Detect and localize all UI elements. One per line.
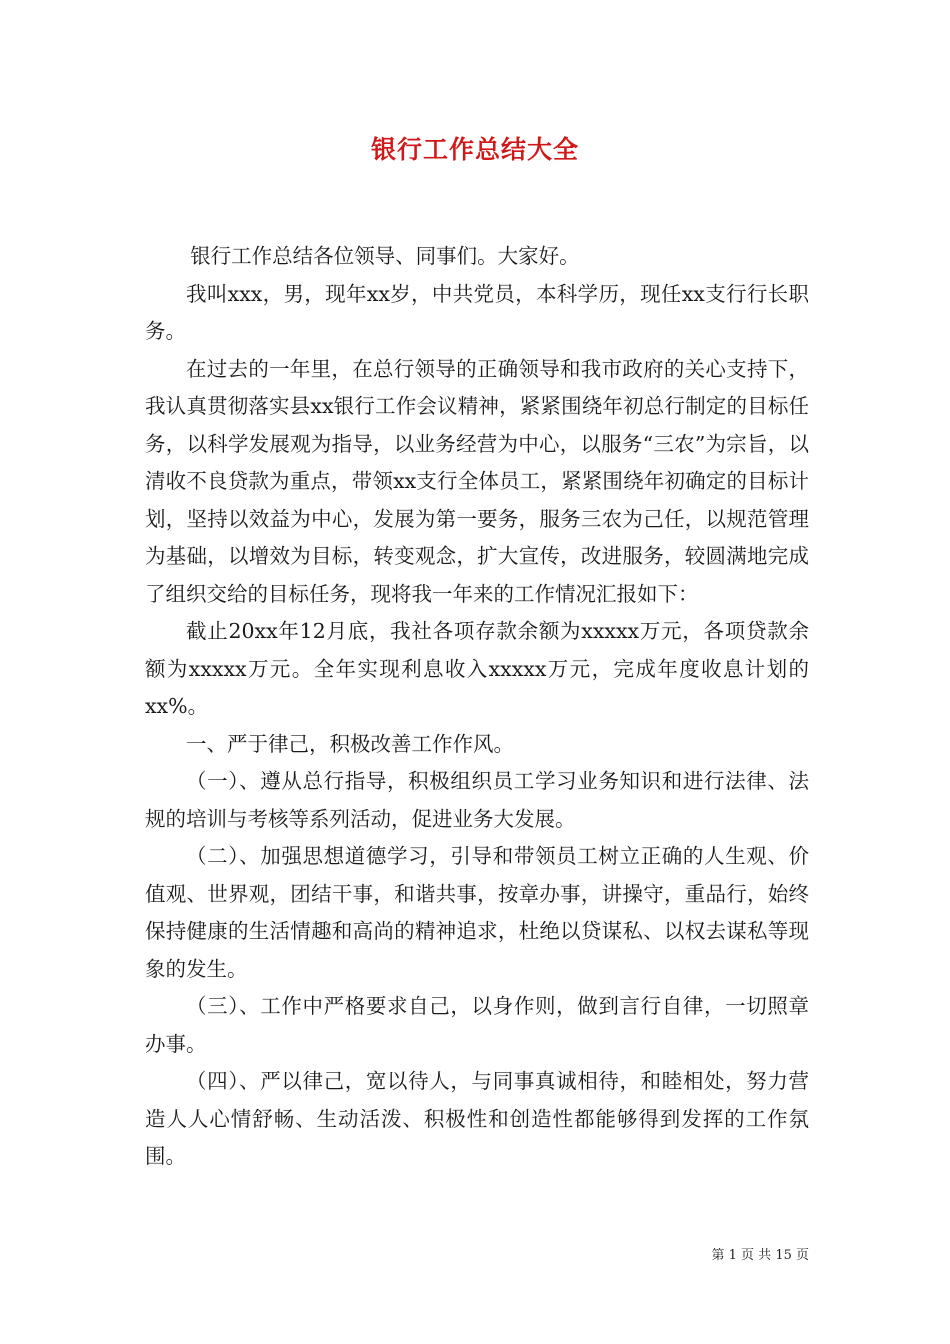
document-body [145, 238, 809, 1176]
page-number-footer: 第 1 页 共 15 页 [711, 1248, 809, 1263]
section-heading-1: 一、严于律己，积极改善工作作风。 [186, 731, 514, 756]
paragraph-greeting: 银行工作总结各位领导、同事们。大家好。 [190, 244, 580, 268]
paragraph-item-2: （二）、加强思想道德学习，引导和带领员工树立正确的人生观、价值观、世界观，团结干事，和谐共事，按章办事，讲操守，重品行，始终保持健康的生活情趣和高尚的精神追求，杜绝以贷谋私、以权去谋私等现象的发生。 [145, 844, 809, 981]
document-title: 银行工作总结大全 [370, 135, 579, 164]
paragraph-figures: 截止20xx年12月底，我社各项存款余额为xxxxx万元，各项贷款余额为xxxxx万元。全年实现利息收入xxxxx万元，完成年度收息计划的xx%。 [145, 619, 809, 718]
paragraph-item-1: （一）、遵从总行指导，积极组织员工学习业务知识和进行法律、法规的培训与考核等系列活动，促进业务大发展。 [145, 769, 809, 831]
paragraph-overview: 在过去的一年里，在总行领导的正确领导和我市政府的关心支持下，我认真贯彻落实县xx银行工作会议精神，紧紧围绕年初总行制定的目标任务，以科学发展观为指导，以业务经营为中心，以服务“三农”为宗旨，以清收不良贷款为重点，带领xx支行全体员工，紧紧围绕年初确定的目标计划，坚持以效益为中心，发展为第一要务，服务三农为己任，以规范管理为基础，以增效为目标，转变观念，扩大宣传，改进服务，较圆满地完成了组织交给的目标任务，现将我一年来的工作情况汇报如下： [145, 356, 809, 606]
paragraph-item-3: （三）、工作中严格要求自己，以身作则，做到言行自律，一切照章办事。 [145, 994, 809, 1056]
paragraph-introduction: 我叫xxx，男，现年xx岁，中共党员，本科学历，现任xx支行行长职务。 [145, 281, 809, 343]
paragraph-item-4: （四）、严以律己，宽以待人，与同事真诚相待，和睦相处，努力营造人人心情舒畅、生动活泼、积极性和创造性都能够得到发挥的工作氛围。 [145, 1069, 809, 1168]
